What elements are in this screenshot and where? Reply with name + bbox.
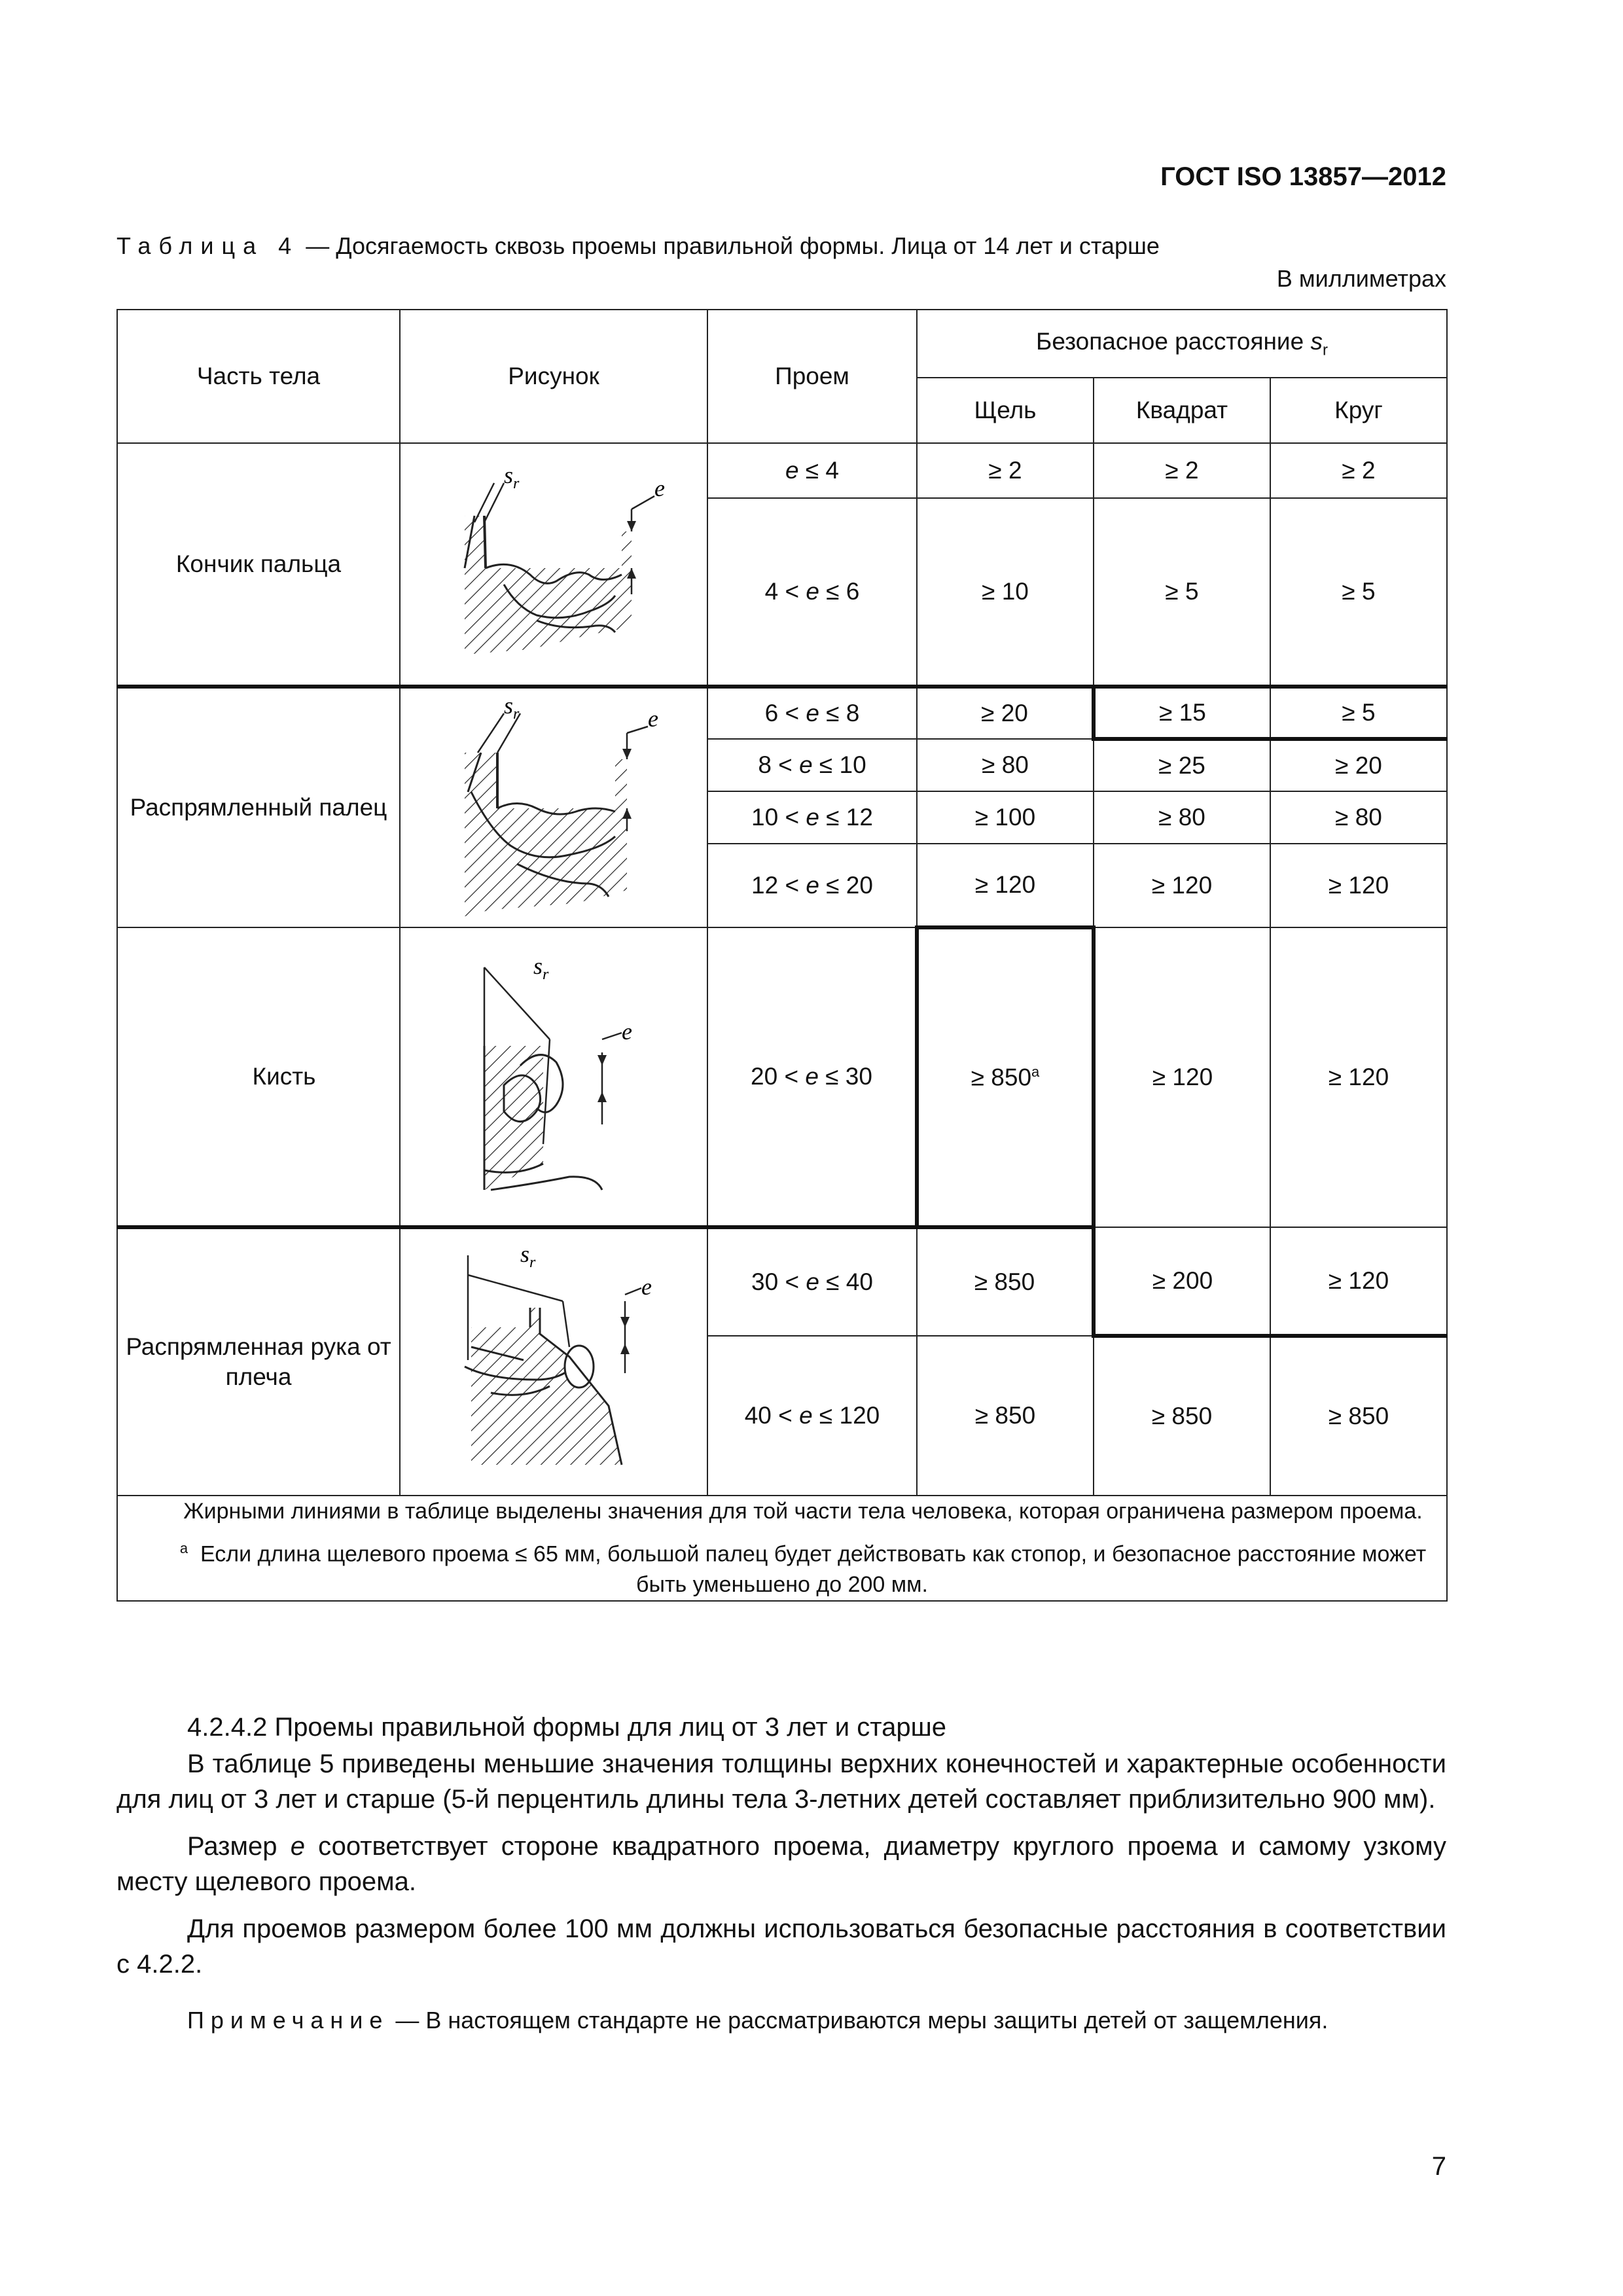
part-arm: Распрямленная рука от плеча [117, 1227, 400, 1496]
slot-value: ≥ 120 [917, 844, 1094, 927]
table-row [117, 443, 1447, 498]
opening-cell: 40 < e ≤ 120 [707, 1336, 917, 1496]
opening-cell: 8 < e ≤ 10 [707, 739, 917, 791]
header-opening: Проем [707, 310, 917, 443]
slot-value: ≥ $850^a$ [917, 927, 1094, 1227]
reach-table [116, 309, 1448, 1602]
opening-cell: 20 < e ≤ 30 [707, 927, 917, 1227]
section-note [187, 2007, 1328, 2034]
header-part: Часть тела [117, 310, 400, 443]
straight-finger-figure [406, 694, 713, 922]
figure-straight-finger [400, 687, 707, 927]
figure-sr-label: $s_r$ [533, 953, 549, 983]
slot-value: ≥ 850 [917, 1227, 1094, 1336]
circle-value: ≥ 20 [1270, 739, 1447, 791]
header-safety-symbol: s [1310, 327, 1323, 355]
part-hand: Кисть [117, 927, 400, 1227]
slot-value: ≥ 850 [917, 1336, 1094, 1496]
table-units: В миллиметрах [1276, 265, 1446, 292]
square-value: ≥ 80 [1094, 791, 1270, 844]
slot-value: ≥ 10 [917, 498, 1094, 687]
circle-value: ≥ 120 [1270, 844, 1447, 927]
slot-value: ≥ 100 [917, 791, 1094, 844]
table-caption [116, 232, 1160, 260]
paragraph: В таблице 5 приведены меньшие значения толщины верхних конечностей и характерные особенности для лиц от 3 лет и старше (5-й перцентиль длины тела 3-летних детей составляет приблизительно 900 мм). [116, 1749, 1446, 1814]
opening-cell: e ≤ 4 [707, 443, 917, 498]
opening-cell: 30 < e ≤ 40 [707, 1227, 917, 1336]
square-value: ≥ 120 [1094, 844, 1270, 927]
arm-figure [406, 1229, 713, 1495]
page-number: 7 [1431, 2152, 1446, 2181]
figure-fingertip [400, 443, 707, 687]
square-value: ≥ 25 [1094, 739, 1270, 791]
table-caption-label: Таблица 4 [116, 232, 300, 259]
square-value: ≥ 5 [1094, 498, 1270, 687]
figure-sr-label: $s_r$ [504, 470, 520, 492]
opening-cell: 6 < e ≤ 8 [707, 687, 917, 739]
circle-value: ≥ 2 [1270, 443, 1447, 498]
figure-e-label: e [641, 1274, 652, 1300]
section-heading: 4.2.4.2 Проемы правильной формы для лиц от 3 лет и старше [187, 1713, 946, 1742]
header-square: Квадрат [1094, 378, 1270, 443]
bold-lines-note: Жирными линиями в таблице выделены значения для той части тела человека, которая ограничена размером проема. [183, 1499, 1423, 1524]
square-value: ≥ 850 [1094, 1336, 1270, 1496]
square-value: ≥ 120 [1094, 927, 1270, 1227]
figure-e-label: e [622, 1018, 632, 1045]
paragraph: Для проемов размером более 100 мм должны использоваться безопасные расстояния в соответствии с 4.2.2. [116, 1914, 1446, 1979]
section-body [116, 1710, 1446, 1994]
document-header: ГОСТ ISO 13857—2012 [1160, 162, 1446, 191]
opening-cell: 10 < e ≤ 12 [707, 791, 917, 844]
figure-e-label: e [654, 475, 665, 501]
header-safety-subscript: r [1322, 341, 1328, 359]
note-label: Примечание [187, 2007, 389, 2034]
circle-value: ≥ 850 [1270, 1336, 1447, 1496]
figure-sr-label: $s_r$ [504, 694, 520, 723]
table-caption-text: — Досягаемость сквозь проемы правильной формы. Лица от 14 лет и старше [299, 232, 1160, 259]
table-notes-row [117, 1496, 1447, 1601]
table-notes [117, 1496, 1447, 1601]
square-value: ≥ 2 [1094, 443, 1270, 498]
circle-value: ≥ 120 [1270, 1227, 1447, 1336]
circle-value: ≥ 5 [1270, 687, 1447, 739]
figure-arm [400, 1227, 707, 1496]
circle-value: ≥ 5 [1270, 498, 1447, 687]
table-row [117, 687, 1447, 739]
header-circle: Круг [1270, 378, 1447, 443]
slot-value: ≥ 2 [917, 443, 1094, 498]
circle-value: ≥ 120 [1270, 927, 1447, 1227]
header-slot: Щель [917, 378, 1094, 443]
figure-e-label: e [648, 706, 658, 732]
header-figure: Рисунок [400, 310, 707, 443]
hand-figure [406, 928, 713, 1225]
footnote-a: $^a$ Если длина щелевого проема ≤ 65 мм, большой палец будет действовать как стопор, и безопасное расстояние может быть уменьшено до 200 мм. [179, 1539, 1427, 1598]
figure-hand [400, 927, 707, 1227]
part-fingertip: Кончик пальца [117, 443, 400, 687]
header-safety-distance-label: Безопасное расстояние [1036, 327, 1304, 355]
table-row [117, 1227, 1447, 1336]
paragraph: Размер e соответствует стороне квадратного проема, диаметру круглого проема и самому узкому месту щелевого проема. [116, 1832, 1447, 1896]
fingertip-figure [406, 470, 713, 658]
header-safety-distance [917, 310, 1447, 378]
square-value: ≥ 15 [1094, 687, 1270, 739]
slot-value: ≥ 80 [917, 739, 1094, 791]
table-row [117, 927, 1447, 1227]
opening-cell: 12 < e ≤ 20 [707, 844, 917, 927]
square-value: ≥ 200 [1094, 1227, 1270, 1336]
slot-value: ≥ 20 [917, 687, 1094, 739]
circle-value: ≥ 80 [1270, 791, 1447, 844]
note-text: — В настоящем стандарте не рассматриваются меры защиты детей от защемления. [389, 2007, 1329, 2034]
figure-sr-label: $s_r$ [520, 1241, 536, 1271]
opening-cell: 4 < e ≤ 6 [707, 498, 917, 687]
part-straight-finger: Распрямленный палец [117, 687, 400, 927]
